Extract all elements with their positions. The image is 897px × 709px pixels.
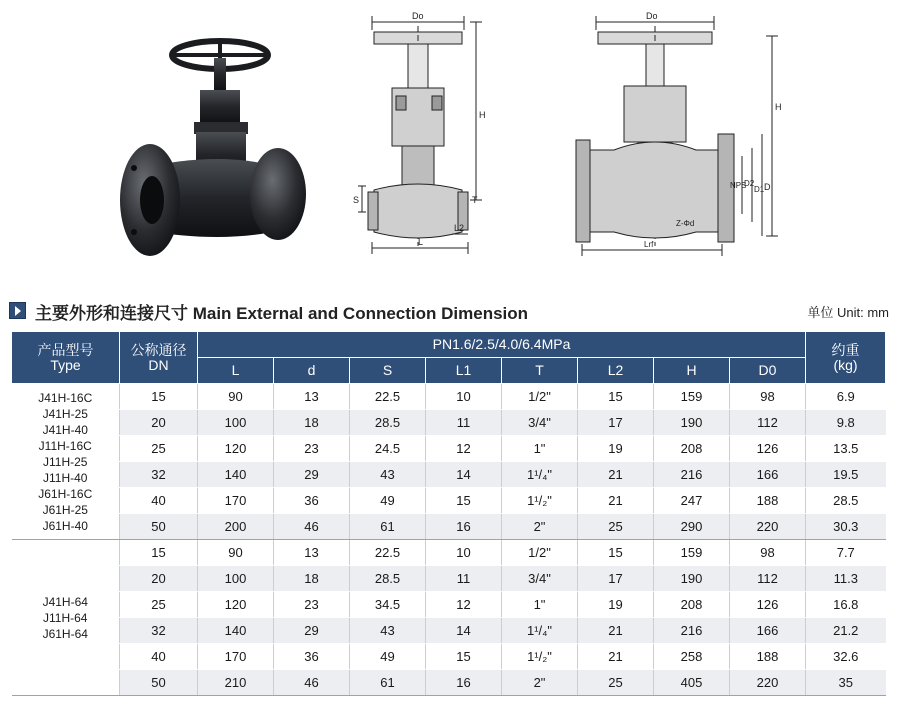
cell-h: 159 (654, 384, 730, 410)
cell-d0: 166 (730, 618, 806, 644)
label-l: L (418, 237, 424, 247)
cell-l2: 21 (578, 462, 654, 488)
cell-l1: 10 (426, 384, 502, 410)
cell-t: 2" (502, 670, 578, 696)
cell-kg: 9.8 (806, 410, 886, 436)
cell-s: 49 (350, 644, 426, 670)
cell-d: 36 (274, 644, 350, 670)
cell-h: 208 (654, 592, 730, 618)
table-row (12, 410, 886, 436)
type-name: J41H-16C (38, 390, 93, 405)
cell-l1: 14 (426, 618, 502, 644)
cell-d: 18 (274, 410, 350, 436)
cell-l: 120 (198, 592, 274, 618)
table-row (12, 384, 886, 410)
cell-kg: 19.5 (806, 462, 886, 488)
cell-s: 22.5 (350, 384, 426, 410)
cell-kg: 7.7 (806, 540, 886, 566)
cell-dn: 40 (120, 644, 198, 670)
cell-l2: 15 (578, 384, 654, 410)
cell-s: 43 (350, 618, 426, 644)
cell-l1: 12 (426, 592, 502, 618)
header-col-l2: L2 (578, 358, 654, 384)
section-title: 主要外形和连接尺寸 Main External and Connection Dimension (35, 304, 529, 323)
cell-d0: 220 (730, 514, 806, 540)
cell-l2: 21 (578, 618, 654, 644)
cell-t: 1¹/₂" (502, 488, 578, 514)
cell-l2: 25 (578, 670, 654, 696)
type-name: J11H-64 (43, 610, 88, 625)
cell-d0: 98 (730, 540, 806, 566)
cell-d0: 112 (730, 410, 806, 436)
cell-dn: 15 (120, 384, 198, 410)
cell-dn: 32 (120, 462, 198, 488)
label-do-2: Do (646, 11, 658, 21)
cell-l: 170 (198, 644, 274, 670)
type-name: J41H-25 (42, 406, 88, 421)
type-name: J61H-16C (38, 486, 93, 501)
cell-d: 29 (274, 462, 350, 488)
cell-kg: 16.8 (806, 592, 886, 618)
table-row (12, 462, 886, 488)
cell-l2: 15 (578, 540, 654, 566)
drawing-threaded (352, 0, 497, 262)
type-name: J41H-64 (42, 594, 88, 609)
cell-l1: 16 (426, 514, 502, 540)
label-d2: D2 (744, 179, 755, 188)
cell-d: 18 (274, 566, 350, 592)
table-row (12, 566, 886, 592)
type-name: J11H-25 (43, 454, 88, 469)
cell-dn: 20 (120, 410, 198, 436)
figures-area (0, 0, 897, 268)
cell-l: 120 (198, 436, 274, 462)
dimension-table (11, 331, 886, 696)
cell-h: 258 (654, 644, 730, 670)
table-row (12, 514, 886, 540)
label-d: D (764, 182, 771, 192)
cell-s: 28.5 (350, 566, 426, 592)
cell-l2: 21 (578, 644, 654, 670)
cell-l: 210 (198, 670, 274, 696)
header-col-d0: D0 (730, 358, 806, 384)
cell-l2: 21 (578, 488, 654, 514)
cell-l1: 11 (426, 566, 502, 592)
cell-l1: 11 (426, 410, 502, 436)
header-col-l: L (198, 358, 274, 384)
cell-dn: 40 (120, 488, 198, 514)
table-row (12, 540, 886, 566)
cell-t: 1" (502, 592, 578, 618)
cell-d0: 126 (730, 436, 806, 462)
cell-s: 28.5 (350, 410, 426, 436)
cell-d: 13 (274, 384, 350, 410)
cell-s: 34.5 (350, 592, 426, 618)
cell-h: 190 (654, 410, 730, 436)
valve-photo (112, 0, 312, 262)
cell-l: 170 (198, 488, 274, 514)
label-zd: Z-Φd (676, 219, 695, 228)
cell-kg: 6.9 (806, 384, 886, 410)
cell-dn: 32 (120, 618, 198, 644)
header-col-h: H (654, 358, 730, 384)
cell-l: 90 (198, 384, 274, 410)
header-pn: PN1.6/2.5/4.0/6.4MPa (198, 332, 806, 358)
cell-d: 46 (274, 514, 350, 540)
type-cell (12, 540, 120, 696)
drawing-flanged (572, 0, 784, 262)
cell-s: 43 (350, 462, 426, 488)
cell-t: 1" (502, 436, 578, 462)
cell-l1: 14 (426, 462, 502, 488)
cell-dn: 50 (120, 670, 198, 696)
cell-dn: 25 (120, 436, 198, 462)
cell-h: 247 (654, 488, 730, 514)
cell-d: 23 (274, 592, 350, 618)
cell-t: 2" (502, 514, 578, 540)
label-l2: L2 (454, 223, 465, 233)
cell-dn: 25 (120, 592, 198, 618)
type-name: J41H-40 (42, 422, 88, 437)
cell-d: 36 (274, 488, 350, 514)
cell-t: 1¹/₂" (502, 644, 578, 670)
cell-s: 61 (350, 670, 426, 696)
cell-h: 208 (654, 436, 730, 462)
cell-t: 1/2" (502, 384, 578, 410)
label-t: T (472, 195, 478, 205)
table-row (12, 592, 886, 618)
cell-kg: 11.3 (806, 566, 886, 592)
cell-l: 200 (198, 514, 274, 540)
cell-l1: 16 (426, 670, 502, 696)
cell-h: 216 (654, 618, 730, 644)
header-weight: 约重 (kg) (806, 332, 886, 384)
cell-h: 290 (654, 514, 730, 540)
label-lrf: Lrf (644, 240, 654, 249)
header-col-l1: L1 (426, 358, 502, 384)
header-type: 产品型号 Type (12, 332, 120, 384)
cell-dn: 50 (120, 514, 198, 540)
cell-d0: 188 (730, 644, 806, 670)
cell-d: 23 (274, 436, 350, 462)
type-name: J61H-64 (42, 626, 88, 641)
label-h-2: H (775, 102, 782, 112)
cell-t: 3/4" (502, 410, 578, 436)
cell-l1: 10 (426, 540, 502, 566)
header-col-t: T (502, 358, 578, 384)
cell-kg: 32.6 (806, 644, 886, 670)
cell-l: 100 (198, 566, 274, 592)
label-do: Do (412, 11, 424, 21)
cell-s: 24.5 (350, 436, 426, 462)
cell-h: 190 (654, 566, 730, 592)
cell-kg: 28.5 (806, 488, 886, 514)
table-row (12, 644, 886, 670)
cell-t: 3/4" (502, 566, 578, 592)
cell-s: 49 (350, 488, 426, 514)
label-d1: D1 (754, 185, 765, 194)
cell-h: 159 (654, 540, 730, 566)
table-body (12, 384, 886, 696)
label-nps: NPS (730, 181, 747, 190)
cell-d: 46 (274, 670, 350, 696)
cell-dn: 20 (120, 566, 198, 592)
type-name: J61H-40 (42, 518, 88, 533)
cell-l2: 17 (578, 410, 654, 436)
cell-l1: 15 (426, 644, 502, 670)
cell-d0: 166 (730, 462, 806, 488)
cell-l: 90 (198, 540, 274, 566)
type-cell (12, 384, 120, 540)
cell-kg: 13.5 (806, 436, 886, 462)
label-s: S (353, 195, 360, 205)
cell-l: 140 (198, 618, 274, 644)
cell-kg: 21.2 (806, 618, 886, 644)
cell-h: 405 (654, 670, 730, 696)
cell-d: 13 (274, 540, 350, 566)
cell-d0: 98 (730, 384, 806, 410)
section-header (9, 299, 889, 323)
cell-s: 61 (350, 514, 426, 540)
cell-l: 100 (198, 410, 274, 436)
play-arrow-icon (9, 302, 26, 319)
table-row (12, 670, 886, 696)
cell-t: 1¹/₄" (502, 462, 578, 488)
cell-dn: 15 (120, 540, 198, 566)
cell-l2: 17 (578, 566, 654, 592)
cell-d: 29 (274, 618, 350, 644)
cell-l2: 19 (578, 436, 654, 462)
table-row (12, 436, 886, 462)
cell-d0: 112 (730, 566, 806, 592)
table-row (12, 488, 886, 514)
header-col-s: S (350, 358, 426, 384)
unit-label: 单位 Unit: mm (807, 305, 889, 320)
cell-l: 140 (198, 462, 274, 488)
cell-h: 216 (654, 462, 730, 488)
cell-d0: 126 (730, 592, 806, 618)
cell-t: 1¹/₄" (502, 618, 578, 644)
cell-l1: 15 (426, 488, 502, 514)
cell-t: 1/2" (502, 540, 578, 566)
type-name: J11H-16C (38, 438, 92, 453)
table-row (12, 618, 886, 644)
type-name: J11H-40 (43, 470, 88, 485)
cell-l1: 12 (426, 436, 502, 462)
cell-kg: 30.3 (806, 514, 886, 540)
cell-s: 22.5 (350, 540, 426, 566)
cell-l2: 25 (578, 514, 654, 540)
cell-d0: 188 (730, 488, 806, 514)
header-dn: 公称通径 DN (120, 332, 198, 384)
type-name: J61H-25 (42, 502, 88, 517)
header-col-d: d (274, 358, 350, 384)
cell-kg: 35 (806, 670, 886, 696)
cell-d0: 220 (730, 670, 806, 696)
label-h: H (479, 110, 486, 120)
cell-l2: 19 (578, 592, 654, 618)
